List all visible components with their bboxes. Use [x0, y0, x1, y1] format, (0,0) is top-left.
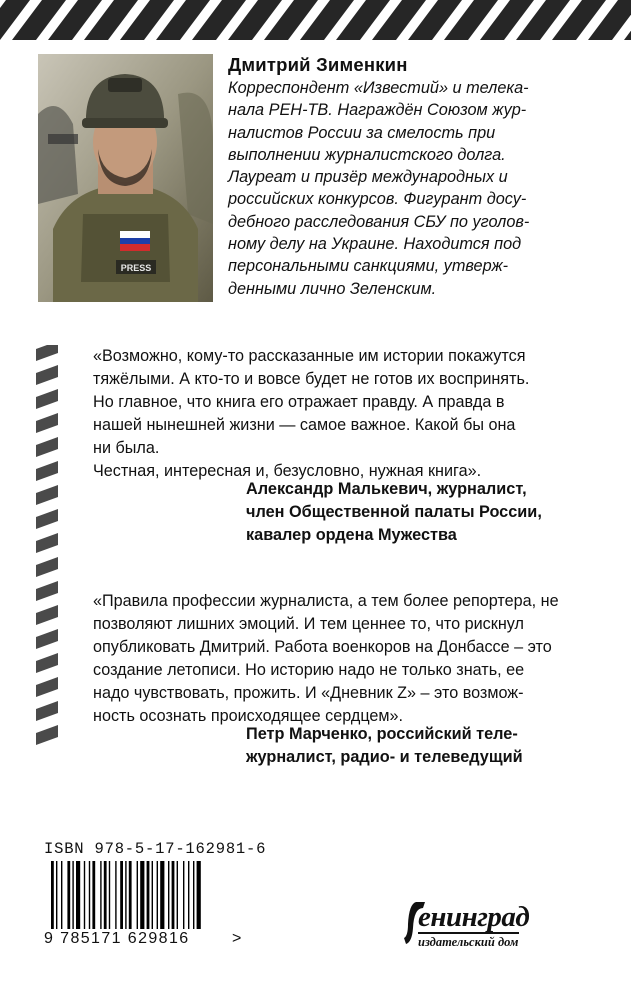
barcode-bar — [140, 861, 144, 929]
author-bio — [228, 53, 606, 300]
review-attribution-2: Петр Марченко, российский теле- журналист, радио- и телеведущий — [246, 725, 523, 766]
barcode-bar — [89, 861, 90, 929]
barcode-bar — [67, 861, 70, 929]
barcode-bar — [92, 861, 95, 929]
review-attribution-1: Александр Малькевич, журналист, член Общественной палаты России, кавалер ордена Мужества — [246, 480, 542, 544]
publisher-logo — [404, 898, 564, 956]
barcode — [49, 861, 231, 929]
barcode-bar — [76, 861, 80, 929]
barcode-bar — [193, 861, 194, 929]
author-bio-text: Корреспондент «Известий» и телека- нала РЕН-ТВ. Награждён Союзом жур- налистов России за смелость при выполнении журналистского долга. Лауреат и призёр международных и российских конкурсов. Фигурант досу- дебного расследования СБУ по уголов- ному делу на Украине. Находится под персональными санкциями, утверж- денными лично Зеленским. — [228, 79, 530, 298]
side-stripe-border — [36, 345, 58, 753]
isbn-label: ISBN 978-5-17-162981-6 — [44, 840, 267, 858]
review-quote-2: «Правила профессии журналиста, а тем более репортера, не позволяют лишних эмоций. И тем ценнее то, что рискнул опубликовать Дмитрий. Работа военкоров на Донбассе – это создание летописи. Но историю надо не только знать, ее надо чувствовать, прожить. И «Дневник Z» – это возмож- ность осознать происходящее сердцем». — [93, 592, 559, 725]
barcode-digits: 9 785171 629816 — [44, 930, 190, 947]
barcode-bar — [157, 861, 158, 929]
barcode-bar — [177, 861, 178, 929]
barcode-bar — [168, 861, 169, 929]
barcode-bar — [152, 861, 153, 929]
barcode-bar — [183, 861, 184, 929]
publisher-subtitle: издательский дом — [418, 932, 519, 950]
barcode-bar — [109, 861, 110, 929]
barcode-bar — [160, 861, 164, 929]
barcode-bar — [129, 861, 132, 929]
barcode-bar — [72, 861, 73, 929]
review-quote-1: «Возможно, кому-то рассказанные им истории покажутся тяжёлыми. А кто-то и вовсе будет не готов их воспринять. Но главное, что книга его отражает правду. А правда в нашей нынешней жизни — самое важное. Какой бы она ни была. Честная, интересная и, безусловно, нужная книга». — [93, 347, 530, 480]
barcode-bar — [197, 861, 201, 929]
barcode-bar — [61, 861, 62, 929]
barcode-bar — [125, 861, 126, 929]
barcode-bar — [137, 861, 138, 929]
barcode-bar — [51, 861, 54, 929]
author-photo — [38, 54, 213, 302]
barcode-bar — [120, 861, 123, 929]
barcode-bar — [188, 861, 189, 929]
svg-text:PRESS: PRESS — [120, 263, 152, 273]
barcode-bar — [172, 861, 175, 929]
barcode-bar — [84, 861, 85, 929]
barcode-bar — [100, 861, 101, 929]
barcode-bar — [104, 861, 107, 929]
barcode-quiet-zone-marker: > — [232, 930, 242, 947]
barcode-bar — [147, 861, 150, 929]
top-stripe-border — [0, 0, 631, 40]
publisher-name: енинград — [418, 901, 530, 933]
barcode-bar — [115, 861, 116, 929]
author-name: Дмитрий Зименкин — [228, 54, 408, 75]
barcode-bar — [56, 861, 57, 929]
